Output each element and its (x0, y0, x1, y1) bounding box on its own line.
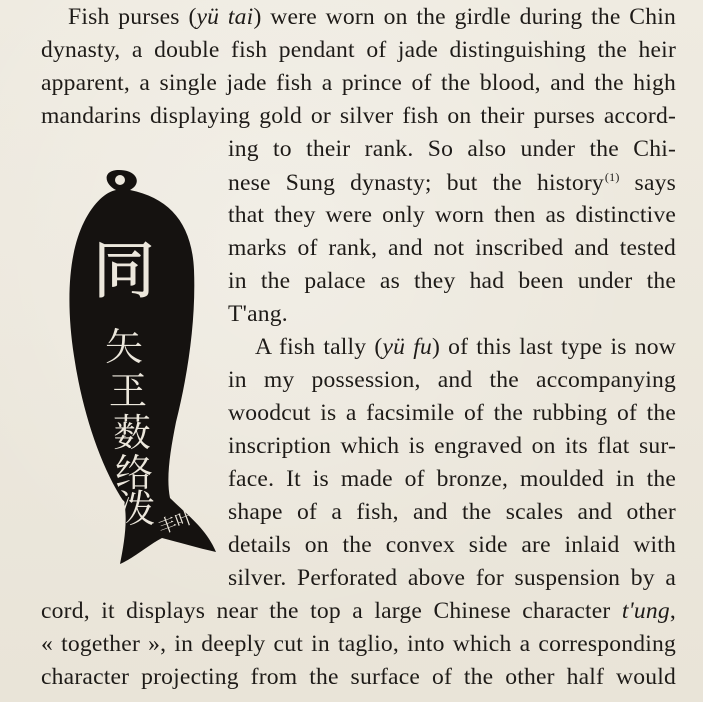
text-run: dynasty, a double fish pendant of jade distinguishing the heir (41, 37, 676, 63)
text-run: that they were only worn then as distinctive (228, 202, 676, 228)
inscription-char-4: 络 (114, 451, 154, 495)
text-run: marks of rank, and not inscribed and tested (228, 235, 676, 261)
text-line-1 (68, 6, 676, 30)
text-line-2 (41, 39, 676, 63)
text-run: mandarins displaying gold or silver fish on their purses accord- (41, 103, 676, 129)
text-line-6 (228, 171, 676, 196)
inscription-char-1: 矢 (104, 325, 144, 369)
text-line-4 (41, 105, 676, 129)
text-run: in my possession, and the accompanying (228, 367, 676, 393)
text-line-8 (228, 237, 676, 261)
italic-term: yü fu (382, 334, 432, 360)
text-line-5 (228, 138, 676, 162)
text-line-15 (228, 468, 676, 492)
text-run: T'ang. (228, 301, 288, 327)
tail-inscription: 丰叶 (155, 506, 197, 539)
fish-tally-woodcut (20, 160, 230, 570)
italic-term: t'ung (621, 598, 670, 624)
text-run: woodcut is a facsimile of the rubbing of the (228, 400, 676, 426)
text-run: character projecting from the surface of the other half would (41, 664, 676, 690)
inscription-char-3: 薮 (112, 411, 152, 455)
text-run: ing to their rank. So also under the Chi- (228, 136, 676, 162)
text-line-7 (228, 204, 676, 228)
text-line-11 (255, 336, 676, 360)
text-line-13 (228, 402, 676, 426)
inscription-char-5: 泼 (116, 487, 156, 531)
text-run: in the palace as they had been under the (228, 268, 676, 294)
text-run: details on the convex side are inlaid with (228, 532, 676, 558)
text-line-9 (228, 270, 676, 294)
text-run: nese Sung dynasty; but the history (228, 170, 604, 196)
inscription-char-2: 玊 (108, 369, 148, 413)
text-run: inscription which is engraved on its flat sur- (228, 433, 676, 459)
text-run: cord, it displays near the top a large Chinese character (41, 598, 622, 624)
suspension-hole (115, 175, 125, 185)
text-line-19 (41, 600, 676, 624)
text-run: Fish purses ( (68, 4, 197, 30)
text-run: silver. Perforated above for suspension by a (228, 565, 676, 591)
footnote-ref: (1) (604, 170, 620, 184)
text-line-10 (228, 303, 676, 327)
text-line-21 (41, 666, 676, 690)
text-line-16 (228, 501, 676, 525)
main-character-tung: 同 (92, 234, 156, 307)
text-line-3 (41, 72, 676, 96)
text-run: ) were worn on the girdle during the Chin (253, 4, 676, 30)
italic-term: yü tai (196, 4, 254, 30)
text-line-14 (228, 435, 676, 459)
text-run: says (619, 170, 676, 196)
text-run: face. It is made of bronze, moulded in the (228, 466, 676, 492)
text-run: « together », in deeply cut in taglio, into which a corresponding (41, 631, 676, 657)
text-run: , (669, 598, 676, 624)
text-run: A fish tally ( (255, 334, 383, 360)
text-run: apparent, a single jade fish a prince of the blood, and the high (41, 70, 676, 96)
text-run: shape of a fish, and the scales and other (228, 499, 676, 525)
text-line-12 (228, 369, 676, 393)
text-line-20 (41, 633, 676, 657)
text-line-17 (228, 534, 676, 558)
text-line-18 (228, 567, 676, 591)
text-run: ) of this last type is now (431, 334, 676, 360)
